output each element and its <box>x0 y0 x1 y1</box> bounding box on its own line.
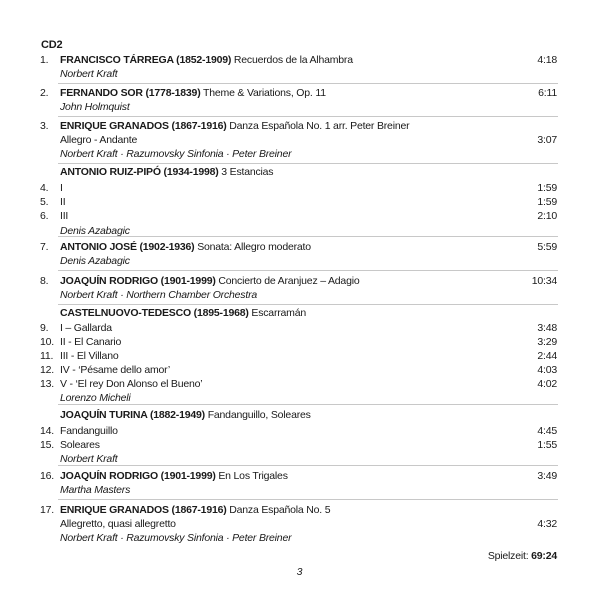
movement-title: II - El Canario <box>60 336 122 348</box>
divider <box>58 499 558 500</box>
divider <box>58 116 558 117</box>
total-value: 69:24 <box>531 550 557 562</box>
performers: Norbert Kraft · Razumovsky Sinfonia · Peter Breiner <box>60 532 292 544</box>
track-7 <box>0 240 599 268</box>
performers: Norbert Kraft <box>60 68 118 80</box>
track-number: 4. <box>40 182 49 194</box>
composer: CASTELNUOVO-TEDESCO (1895-1968) <box>60 307 249 319</box>
page-number: 3 <box>296 566 303 578</box>
track-1 <box>0 53 599 81</box>
performers-line <box>0 288 599 302</box>
track-heading <box>60 53 353 67</box>
performers: Martha Masters <box>60 484 131 496</box>
movement-title: IV - ‘Pésame dello amor’ <box>60 364 170 376</box>
track-line <box>0 377 599 391</box>
work-title: Fandanguillo, Soleares <box>207 409 311 421</box>
performers: Denis Azabagic <box>60 255 130 267</box>
composer: ENRIQUE GRANADOS (1867-1916) <box>60 504 227 516</box>
track-heading <box>60 240 311 254</box>
track-number: 16. <box>40 470 54 482</box>
performers: Norbert Kraft <box>60 453 118 465</box>
duration: 3:48 <box>537 322 557 334</box>
track-number: 11. <box>40 350 54 362</box>
divider <box>58 404 558 405</box>
track-subtitle-line <box>0 133 599 147</box>
track-line <box>0 503 599 517</box>
movement-title: I <box>60 182 63 194</box>
track-heading <box>60 469 288 483</box>
performers-line <box>0 147 599 161</box>
track-line <box>0 363 599 377</box>
performers-line <box>0 531 599 545</box>
movement-title: Soleares <box>60 439 100 451</box>
work-title: Concierto de Aranjuez – Adagio <box>218 275 360 287</box>
track-number: 3. <box>40 120 49 132</box>
composer: JOAQUÍN RODRIGO (1901-1999) <box>60 470 216 482</box>
track-line <box>0 469 599 483</box>
group-heading <box>60 408 311 422</box>
movement-title: Fandanguillo <box>60 425 118 437</box>
duration: 4:32 <box>537 518 557 530</box>
track-line <box>0 274 599 288</box>
work-title: En Los Trigales <box>218 470 288 482</box>
duration: 1:55 <box>537 439 557 451</box>
composer: FRANCISCO TÁRREGA (1852-1909) <box>60 54 232 66</box>
duration: 1:59 <box>537 196 557 208</box>
track-number: 6. <box>40 210 49 222</box>
divider <box>58 236 558 237</box>
performers-line <box>0 254 599 268</box>
duration: 4:03 <box>537 364 557 376</box>
performers-line <box>0 452 599 466</box>
duration: 2:44 <box>537 350 557 362</box>
divider <box>58 465 558 466</box>
track-line <box>0 195 599 209</box>
composer: ANTONIO JOSÉ (1902-1936) <box>60 241 195 253</box>
track-number: 12. <box>40 364 54 376</box>
composer: ANTONIO RUIZ-PIPÓ (1934-1998) <box>60 166 219 178</box>
divider <box>58 304 558 305</box>
track-group-14-15 <box>0 408 599 466</box>
work-title: Danza Española No. 1 arr. Peter Breiner <box>229 120 410 132</box>
track-number: 15. <box>40 439 54 451</box>
performers: Lorenzo Micheli <box>60 392 131 404</box>
track-16 <box>0 469 599 497</box>
duration: 6:11 <box>538 87 557 99</box>
group-heading <box>60 306 306 320</box>
composer: JOAQUÍN TURINA (1882-1949) <box>60 409 205 421</box>
duration: 4:18 <box>537 54 557 66</box>
divider <box>58 163 558 164</box>
work-title: Sonata: Allegro moderato <box>197 241 311 253</box>
track-line <box>0 209 599 223</box>
work-title: Danza Española No. 5 <box>229 504 331 516</box>
track-number: 14. <box>40 425 54 437</box>
track-group-4-6 <box>0 165 599 238</box>
track-subtitle-line <box>0 517 599 531</box>
performers: Norbert Kraft · Razumovsky Sinfonia · Peter Breiner <box>60 148 292 160</box>
group-heading <box>60 165 273 179</box>
track-line <box>0 119 599 133</box>
divider <box>58 83 558 84</box>
track-line <box>0 438 599 452</box>
movement-title: Allegretto, quasi allegretto <box>60 518 176 530</box>
track-number: 8. <box>40 275 49 287</box>
total-playtime <box>488 550 557 562</box>
track-2 <box>0 86 599 114</box>
composer: FERNANDO SOR (1778-1839) <box>60 87 201 99</box>
track-number: 17. <box>40 504 54 516</box>
track-line <box>0 335 599 349</box>
track-3 <box>0 119 599 161</box>
track-heading <box>60 274 359 288</box>
performers: Norbert Kraft · Northern Chamber Orchestra <box>60 289 258 301</box>
track-line <box>0 349 599 363</box>
track-line <box>0 321 599 335</box>
track-number: 13. <box>40 378 54 390</box>
performers: John Holmquist <box>60 101 130 113</box>
track-number: 2. <box>40 87 49 99</box>
duration: 4:02 <box>537 378 557 390</box>
performers: Denis Azabagic <box>60 225 130 237</box>
duration: 2:10 <box>537 210 557 222</box>
duration: 10:34 <box>531 275 557 287</box>
movement-title: III <box>60 210 69 222</box>
performers-line <box>0 483 599 497</box>
track-17 <box>0 503 599 545</box>
track-line <box>0 424 599 438</box>
track-line <box>0 240 599 254</box>
duration: 3:07 <box>537 134 557 146</box>
duration: 4:45 <box>537 425 557 437</box>
track-group-9-13 <box>0 306 599 405</box>
track-line <box>0 181 599 195</box>
track-number: 7. <box>40 241 49 253</box>
track-line <box>0 53 599 67</box>
work-title: 3 Estancias <box>221 166 274 178</box>
performers-line <box>0 100 599 114</box>
group-heading-line <box>0 306 599 320</box>
work-title: Escarramán <box>251 307 307 319</box>
movement-title: II <box>60 196 66 208</box>
duration: 1:59 <box>537 182 557 194</box>
movement-title: III - El Villano <box>60 350 119 362</box>
group-heading-line <box>0 165 599 179</box>
track-number: 5. <box>40 196 49 208</box>
movement-title: Allegro - Andante <box>60 134 138 146</box>
movement-title: V - ‘El rey Don Alonso el Bueno’ <box>60 378 203 390</box>
movement-title: I – Gallarda <box>60 322 112 334</box>
total-label: Spielzeit: <box>487 550 529 562</box>
work-title: Theme & Variations, Op. 11 <box>203 87 326 99</box>
duration: 5:59 <box>537 241 557 253</box>
duration: 3:49 <box>537 470 557 482</box>
track-heading <box>60 119 409 133</box>
performers-line <box>0 67 599 81</box>
disc-label: CD2 <box>41 39 63 51</box>
composer: ENRIQUE GRANADOS (1867-1916) <box>60 120 227 132</box>
group-heading-line <box>0 408 599 422</box>
composer: JOAQUÍN RODRIGO (1901-1999) <box>60 275 216 287</box>
divider <box>58 270 558 271</box>
track-8 <box>0 274 599 302</box>
duration: 3:29 <box>537 336 557 348</box>
performers-line <box>0 391 599 405</box>
track-number: 9. <box>40 322 49 334</box>
track-number: 10. <box>40 336 54 348</box>
track-heading <box>60 503 330 517</box>
track-heading <box>60 86 326 100</box>
work-title: Recuerdos de la Alhambra <box>233 54 353 66</box>
track-number: 1. <box>40 54 49 66</box>
track-line <box>0 86 599 100</box>
